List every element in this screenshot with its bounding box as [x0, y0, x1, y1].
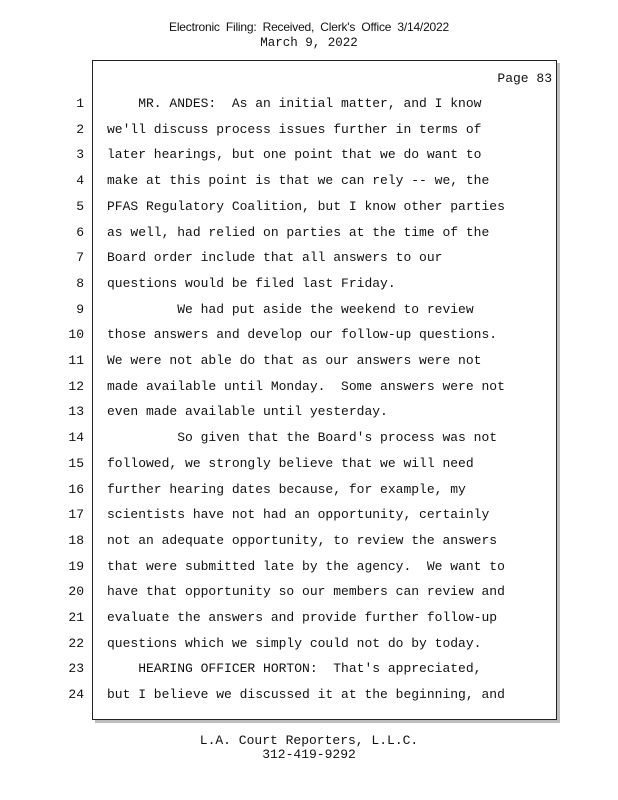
line-number: 14: [68, 430, 84, 446]
line-number: 5: [76, 198, 84, 214]
transcript-line: later hearings, but one point that we do want to: [107, 147, 482, 163]
transcript-line: questions which we simply could not do by today.: [107, 635, 482, 651]
transcript-line: have that opportunity so our members can review and: [107, 584, 505, 600]
header-date: March 9, 2022: [260, 36, 358, 50]
transcript-line: that were submitted late by the agency. We want to: [107, 558, 505, 574]
transcript-line: even made available until yesterday.: [107, 404, 388, 420]
transcript-line: scientists have not had an opportunity, certainly: [107, 507, 490, 523]
transcript-line: PFAS Regulatory Coalition, but I know other parties: [107, 198, 505, 214]
line-number: 3: [76, 147, 84, 163]
line-number: 19: [68, 558, 84, 574]
line-number: 17: [68, 507, 84, 523]
line-number: 6: [76, 224, 84, 240]
transcript-line: We had put aside the weekend to review: [107, 301, 474, 317]
transcript-line: evaluate the answers and provide further follow-up: [107, 610, 498, 625]
line-number: 23: [68, 661, 84, 677]
transcript-line: questions would be filed last Friday.: [107, 275, 396, 291]
line-number: 7: [76, 250, 84, 266]
transcript-line: MR. ANDES: As an initial matter, and I know: [107, 96, 482, 111]
line-number: 1: [76, 96, 84, 111]
transcript-line: further hearing dates because, for example, my: [107, 481, 466, 497]
transcript-line: So given that the Board's process was not: [107, 430, 498, 446]
line-number: 2: [76, 121, 84, 137]
transcript-line: those answers and develop our follow-up questions.: [107, 327, 498, 343]
reporter-company: L.A. Court Reporters, L.L.C.: [199, 733, 419, 748]
line-number: 11: [68, 353, 84, 368]
line-number: 21: [68, 610, 84, 625]
line-number: 9: [76, 301, 84, 317]
transcript-line: but I believe we discussed it at the beginning, and: [107, 687, 505, 703]
line-number: 8: [76, 275, 84, 291]
transcript-line: make at this point is that we can rely -- we, the: [107, 173, 490, 189]
transcript-line: We were not able do that as our answers were not: [107, 353, 482, 368]
line-number: 16: [68, 481, 84, 497]
transcript-line: made available until Monday. Some answers were not: [107, 378, 505, 394]
transcript-line: HEARING OFFICER HORTON: That's appreciated,: [107, 661, 482, 677]
line-number: 15: [68, 455, 84, 471]
transcript-line: followed, we strongly believe that we will need: [107, 455, 474, 471]
line-number: 20: [68, 584, 84, 600]
line-number: 22: [68, 635, 84, 651]
filing-stamp: Electronic Filing: Received, Clerk's Office 3/14/2022: [169, 20, 449, 34]
line-number: 10: [68, 327, 84, 343]
line-number: 18: [68, 532, 84, 548]
transcript-line: as well, had relied on parties at the time of the: [107, 224, 490, 240]
transcript-line: Board order include that all answers to our: [107, 250, 443, 266]
page-number: Page 83: [497, 71, 552, 86]
transcript-line: we'll discuss process issues further in terms of: [107, 121, 482, 137]
line-number: 24: [68, 687, 84, 703]
line-number: 12: [68, 378, 84, 394]
reporter-phone: 312-419-9292: [262, 747, 356, 762]
transcript-line: not an adequate opportunity, to review the answers: [107, 532, 498, 548]
line-number: 13: [68, 404, 84, 420]
line-number: 4: [76, 173, 84, 189]
